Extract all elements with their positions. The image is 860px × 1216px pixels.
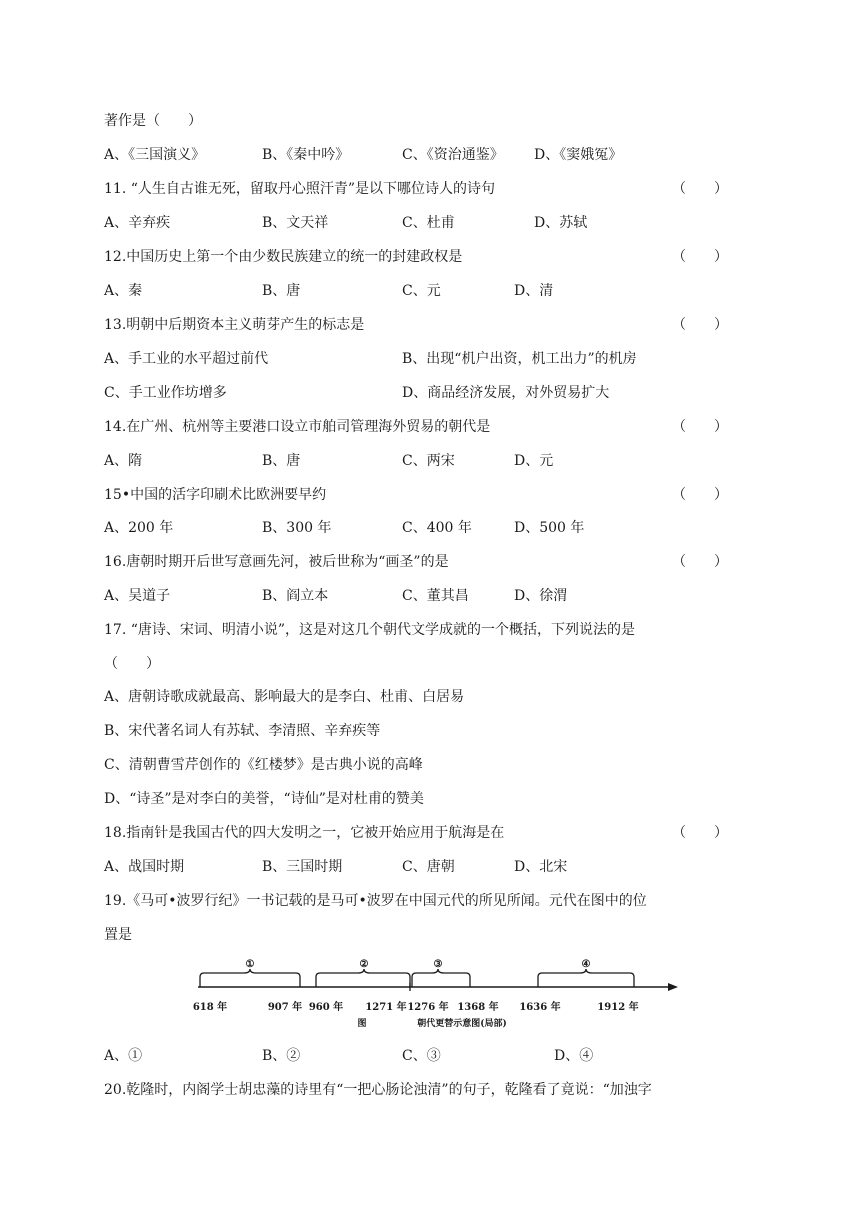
figure-caption: 朝代更替示意图(局部) bbox=[417, 1019, 507, 1029]
year-960: 960 年 bbox=[308, 1002, 344, 1013]
q17-answer-blank[interactable]: （ ） bbox=[104, 656, 160, 672]
q14-answer-blank[interactable]: （ ） bbox=[672, 419, 728, 435]
q19-option-a[interactable]: A、① bbox=[104, 1048, 143, 1064]
q16-option-a[interactable]: A、吴道子 bbox=[104, 588, 171, 604]
q16-option-b[interactable]: B、阎立本 bbox=[262, 588, 329, 604]
q15-option-c[interactable]: C、400 年 bbox=[402, 520, 472, 536]
q15-answer-blank[interactable]: （ ） bbox=[672, 487, 728, 503]
q10-option-c[interactable]: C、《资治通鉴》 bbox=[402, 147, 504, 163]
q13-answer-blank[interactable]: （ ） bbox=[672, 317, 728, 333]
q11-answer-blank[interactable]: （ ） bbox=[672, 181, 728, 197]
question-12: 12.中国历史上第一个由少数民族建立的统一的封建政权是 bbox=[104, 249, 463, 265]
q11-option-c[interactable]: C、杜甫 bbox=[402, 215, 455, 231]
question-13: 13.明朝中后期资本主义萌芽产生的标志是 bbox=[104, 317, 365, 333]
year-618: 618 年 bbox=[192, 1002, 228, 1013]
q17-option-a[interactable]: A、唐朝诗歌成就最高、影响最大的是李白、杜甫、白居易 bbox=[104, 689, 465, 705]
bracket-label-4: ④ bbox=[581, 959, 591, 970]
q17-option-c[interactable]: C、清朝曹雪芹创作的《红楼梦》是古典小说的高峰 bbox=[104, 757, 423, 773]
q14-option-c[interactable]: C、两宋 bbox=[402, 453, 455, 469]
bracket-4 bbox=[538, 969, 634, 987]
q16-option-d[interactable]: D、徐渭 bbox=[514, 588, 568, 604]
q17-option-d[interactable]: D、“诗圣”是对李白的美誉，“诗仙”是对杜甫的赞美 bbox=[104, 791, 424, 807]
bracket-label-3: ③ bbox=[433, 959, 443, 970]
question-15: 15•中国的活字印刷术比欧洲要早约 bbox=[104, 487, 327, 503]
q10-option-a[interactable]: A、《三国演义》 bbox=[104, 147, 206, 163]
q12-option-c[interactable]: C、元 bbox=[402, 283, 441, 299]
bracket-label-1: ① bbox=[245, 959, 255, 970]
question-10-stem-tail: 著作是（ ） bbox=[104, 113, 202, 129]
q15-option-d[interactable]: D、500 年 bbox=[514, 520, 585, 536]
question-17: 17. “唐诗、宋词、明清小说”，这是对这几个朝代文学成就的一个概括，下列说法的是 bbox=[104, 622, 636, 638]
q14-option-b[interactable]: B、唐 bbox=[262, 453, 301, 469]
bracket-label-2: ② bbox=[359, 959, 369, 970]
q15-option-b[interactable]: B、300 年 bbox=[262, 520, 332, 536]
q15-option-a[interactable]: A、200 年 bbox=[104, 520, 174, 536]
question-19-cont: 置是 bbox=[104, 927, 132, 943]
q17-option-b[interactable]: B、宋代著名词人有苏轼、李清照、辛弃疾等 bbox=[104, 723, 381, 739]
bracket-2 bbox=[316, 969, 410, 987]
bracket-1 bbox=[200, 969, 300, 987]
year-1271: 1271 年 bbox=[365, 1002, 407, 1013]
q19-option-b[interactable]: B、② bbox=[262, 1048, 301, 1064]
q18-answer-blank[interactable]: （ ） bbox=[672, 825, 728, 841]
q10-option-b[interactable]: B、《秦中吟》 bbox=[262, 147, 350, 163]
year-1368: 1368 年 bbox=[457, 1002, 499, 1013]
year-1276: 1276 年 bbox=[407, 1002, 449, 1013]
question-20: 20.乾隆时，内阁学士胡忠藻的诗里有“一把心肠论浊清”的句子，乾隆看了竟说：“加浊字 bbox=[104, 1082, 652, 1098]
q19-option-c[interactable]: C、③ bbox=[402, 1048, 441, 1064]
dynasty-timeline-diagram bbox=[190, 955, 680, 1035]
q13-option-b[interactable]: B、出现“机户出资，机工出力”的机房 bbox=[402, 351, 637, 367]
figure-label: 图 bbox=[357, 1019, 367, 1029]
q13-option-a[interactable]: A、手工业的水平超过前代 bbox=[104, 351, 269, 367]
q12-option-d[interactable]: D、清 bbox=[514, 283, 554, 299]
q16-answer-blank[interactable]: （ ） bbox=[672, 554, 728, 570]
q11-option-d[interactable]: D、苏轼 bbox=[534, 215, 588, 231]
q10-option-d[interactable]: D、《窦娥冤》 bbox=[534, 147, 623, 163]
q11-option-a[interactable]: A、辛弃疾 bbox=[104, 215, 171, 231]
question-19: 19.《马可•波罗行纪》一书记载的是马可•波罗在中国元代的所见所闻。元代在图中的位 bbox=[104, 893, 647, 909]
question-18: 18.指南针是我国古代的四大发明之一，它被开始应用于航海是在 bbox=[104, 825, 505, 841]
q12-answer-blank[interactable]: （ ） bbox=[672, 249, 728, 265]
bracket-3 bbox=[412, 969, 470, 987]
q18-option-d[interactable]: D、北宋 bbox=[514, 859, 568, 875]
q19-option-d[interactable]: D、④ bbox=[554, 1048, 594, 1064]
year-1636: 1636 年 bbox=[519, 1002, 561, 1013]
question-11: 11. “人生自古谁无死，留取丹心照汗青”是以下哪位诗人的诗句 bbox=[104, 181, 496, 197]
year-1912: 1912 年 bbox=[597, 1002, 639, 1013]
q13-option-c[interactable]: C、手工业作坊增多 bbox=[104, 385, 227, 401]
question-14: 14.在广州、杭州等主要港口设立市舶司管理海外贸易的朝代是 bbox=[104, 419, 491, 435]
year-907: 907 年 bbox=[267, 1002, 303, 1013]
question-16: 16.唐朝时期开后世写意画先河，被后世称为“画圣”的是 bbox=[104, 554, 449, 570]
q16-option-c[interactable]: C、董其昌 bbox=[402, 588, 469, 604]
q18-option-c[interactable]: C、唐朝 bbox=[402, 859, 455, 875]
q18-option-a[interactable]: A、战国时期 bbox=[104, 859, 185, 875]
q14-option-a[interactable]: A、隋 bbox=[104, 453, 143, 469]
timeline-arrow-icon bbox=[668, 983, 678, 991]
q18-option-b[interactable]: B、三国时期 bbox=[262, 859, 343, 875]
q13-option-d[interactable]: D、商品经济发展，对外贸易扩大 bbox=[402, 385, 610, 401]
q14-option-d[interactable]: D、元 bbox=[514, 453, 554, 469]
q11-option-b[interactable]: B、文天祥 bbox=[262, 215, 329, 231]
q12-option-b[interactable]: B、唐 bbox=[262, 283, 301, 299]
q12-option-a[interactable]: A、秦 bbox=[104, 283, 143, 299]
